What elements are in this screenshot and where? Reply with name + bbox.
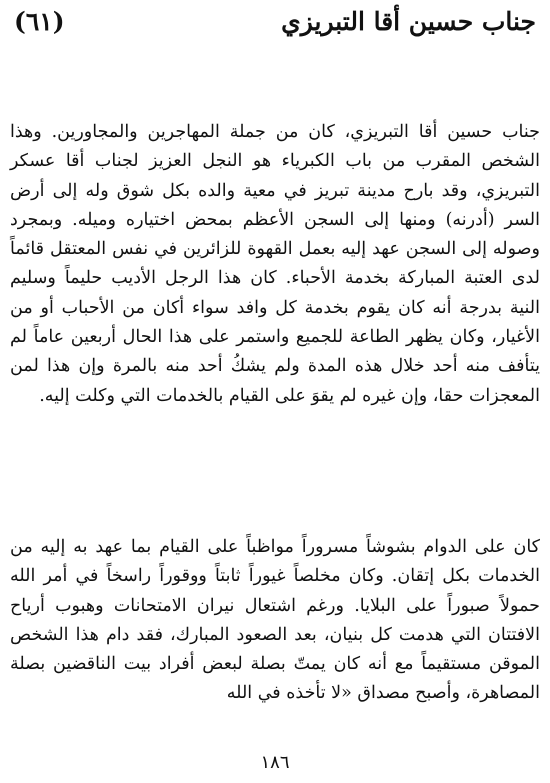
chapter-title: جناب حسين أقا التبريزي (281, 6, 536, 36)
paragraph-text: جناب حسين أقا التبريزي، كان من جملة المهاجرين والمجاورين. وهذا الشخص المقرب من باب الكبرياء هو النجل العزيز لجناب أقا عسكر التبريزي، وقد بارح مدينة تبريز في معية والده بكل شوق وله إلى أرض السر (أدرنه) ومنها إلى السجن الأعظم بمحض اختياره وميله. وبمجرد وصوله إلى السجن عهد إليه بعمل القهوة للزائرين في نفس المعتقل قائماً لدى العتبة المباركة بخدمة الأحباء. كان هذا الرجل الأديب حليماً وسليم النية بدرجة أنه كان يقوم بخدمة كل وافد سواء أكان من الأحباب أو من الأغيار، وكان يظهر الطاعة للجميع واستمر على هذا الحال أربعين عاماً لم يتأفف منه أحد خلال هذه المدة ولم يشكُ أحد منه بالمرة وإن هذا لمن المعجزات حقا، وإن غيره لم يقوَ على القيام بالخدمات التي وكلت إليه. (10, 122, 540, 406)
chapter-header (14, 0, 536, 42)
paragraph-text: كان على الدوام بشوشاً مسروراً مواظباً على القيام بما عهد به إليه من الخدمات بكل إتقان. وكان مخلصاً غيوراً ثابتاً ووقوراً راسخاً في أمر الله حمولاً صبوراً على البلايا. ورغم اشتعال نيران الامتحانات وهبوب أرياح الافتتان التي هدمت كل بنيان، بعد الصعود المبارك، فقد دام هذا الشخص الموقن مستقيماً مع أنه كان يمتّ بصلة لبعض أفراد بيت الناقضين بصلة المصاهرة، وأصبح مصداق «لا تأخذه في الله (10, 537, 540, 704)
paragraph-1 (10, 118, 540, 411)
chapter-number: (٦١) (14, 6, 65, 36)
page-number: ١٨٦ (260, 752, 290, 773)
paragraph-2 (10, 533, 540, 709)
